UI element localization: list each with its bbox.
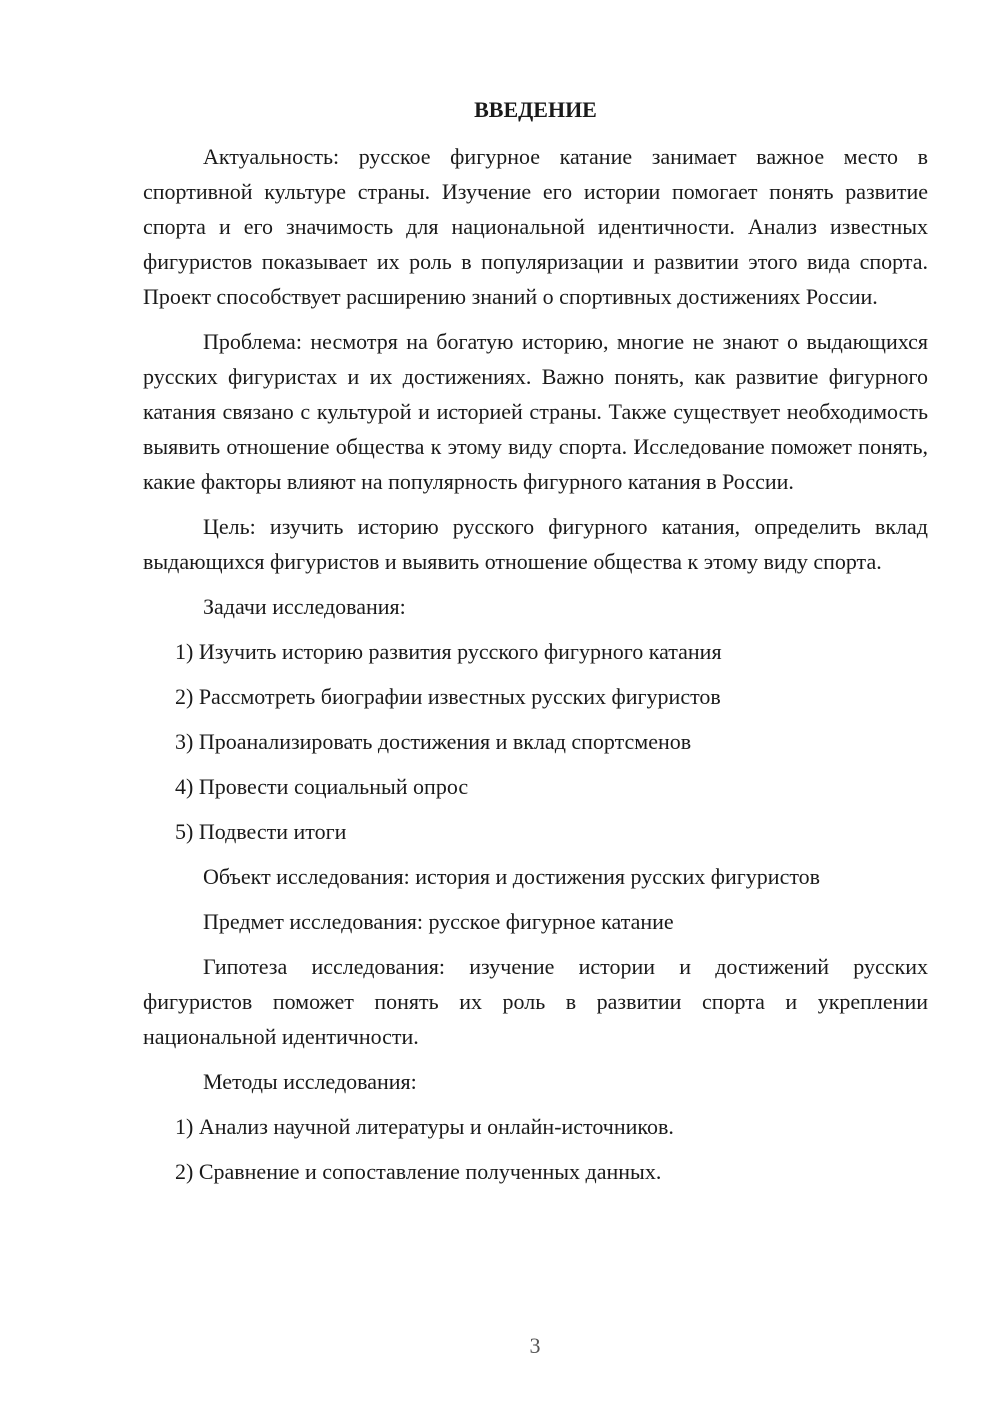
problem-paragraph: Проблема: несмотря на богатую историю, многие не знают о выдающихся русских фигуристах и их достижениях. Важно понять, как развитие фигурного катания связано с культурой и историей страны. Также существует необходимость выявить отношение общества к этому виду спорта. Исследование поможет понять, какие факторы влияют на популярность фигурного катания в России. [143, 329, 928, 494]
research-object: Объект исследования: история и достижения русских фигуристов [203, 864, 821, 889]
page-number: 3 [529, 1333, 541, 1358]
list-item: 1) Анализ научной литературы и онлайн-источников. [175, 1114, 674, 1139]
list-item: 4) Провести социальный опрос [175, 774, 469, 799]
list-item: 3) Проанализировать достижения и вклад спортсменов [175, 729, 692, 754]
hypothesis-paragraph: Гипотеза исследования: изучение истории и достижений русских фигуристов поможет понять их роль в развитии спорта и укреплении национальной идентичности. [143, 954, 928, 1049]
list-item: 2) Сравнение и сопоставление полученных данных. [175, 1159, 662, 1184]
tasks-heading: Задачи исследования: [203, 594, 406, 619]
methods-heading: Методы исследования: [203, 1069, 417, 1094]
document-page [143, 95, 928, 1199]
relevance-paragraph: Актуальность: русское фигурное катание занимает важное место в спортивной культуре страны. Изучение его истории помогает понять развитие спорта и его значимость для национальной идентичности. Анализ известных фигуристов показывает их роль в популяризации и развитии этого вида спорта. Проект способствует расширению знаний о спортивных достижениях России. [143, 144, 928, 309]
list-item: 1) Изучить историю развития русского фигурного катания [175, 639, 722, 664]
page-title: ВВЕДЕНИЕ [474, 97, 597, 122]
tasks-list [143, 634, 928, 849]
methods-list [143, 1109, 928, 1189]
research-subject: Предмет исследования: русское фигурное катание [203, 909, 674, 934]
goal-paragraph: Цель: изучить историю русского фигурного катания, определить вклад выдающихся фигуристов и выявить отношение общества к этому виду спорта. [143, 514, 928, 574]
list-item: 2) Рассмотреть биографии известных русских фигуристов [175, 684, 721, 709]
list-item: 5) Подвести итоги [175, 819, 347, 844]
